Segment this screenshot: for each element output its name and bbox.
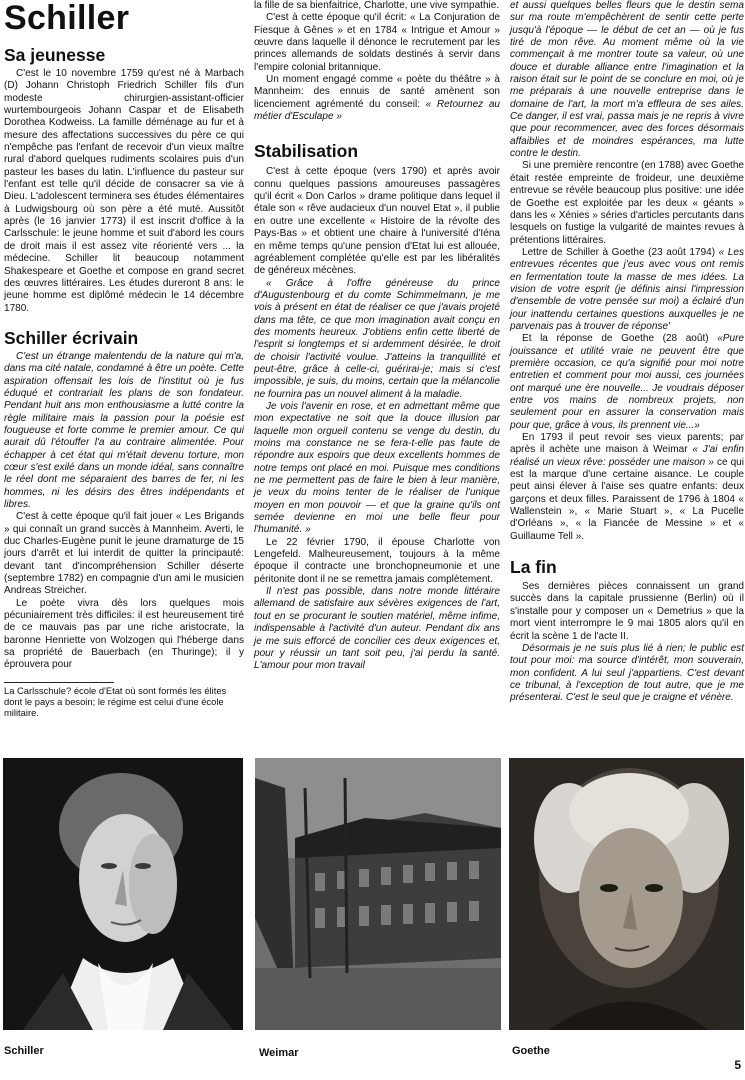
- paragraph-brigands: C'est à cette époque qu'il fait jouer « Les Brigands » qui connaît un grand succès à Mannheim. Averti, le duc Charles-Eugène punit le jeune dramaturge de 15 jours d'arrêt et lui interdit de quitter la principauté: devant tant d'incompréhension Schiller déserte (septembre 1782) en compagnie d'un ami le musicien Andreas Streicher.: [4, 511, 244, 597]
- weimar-house-icon: [255, 758, 501, 1030]
- paragraph-fin: Ses dernières pièces connaissent un grand succès dans la capitale prussienne (Berlin) où il s'installe pour y composer un « Demetrius » que la mort vient interrompre le 9 mai 1805 alors qu'il en écrit la scène 1 de l'acte II.: [510, 581, 744, 642]
- reponse-goethe-text: Et la réponse de Goethe (28 août): [522, 333, 718, 345]
- paragraph-weimar: [510, 432, 744, 543]
- weimar-rest: ce qui est la marque d'une certaine aisance. Le couple peut ainsi élever à l'aise ses quatre enfants: deux garçons et deux filles. Paraissent de 1796 à 1804 « Wallenstein », « Marie Stuart », « La Pucelle d'Orléans », « la Fiancée de Messine » et « Guillaume Tell ».: [510, 456, 745, 542]
- caption-goethe: Goethe: [512, 1045, 550, 1057]
- page-title: Schiller: [4, 0, 130, 37]
- column-1: [4, 0, 244, 718]
- goethe-portrait-icon: [509, 758, 744, 1030]
- goethe-portrait: [509, 758, 744, 1030]
- paragraph-jeunesse: C'est le 10 novembre 1759 qu'est né à Marbach (D) Johann Christoph Friedrich Schiller fils d'un modeste chirurgien-assistant-officier wurtembourgeois Johann Caspar et de Elisabeth Dorothea Kodweiss. La famille déménage au fur et à mesure des affectations successives du père ce qui n'empêche pas l'enfant de recevoir d'un vieux maître rural d'abord quelques rudiments scolaires puis d'un pasteur les bases du latin. L'influence du pasteur sur l'enfant est telle qu'il décide de consacrer sa vie à Dieu. L'adolescent terminera ses études élémentaires à Ludwigsbourg où son père a été muté. Aussitôt après (le 16 janvier 1773) il est inscrit d'office à la Carlsschule: le jeune homme et suit d'abord les cours de droit mais il est assez vite réorienté vers ... la médecine. Schiller lit beaucoup notamment Shakespeare et Goethe et compose en grand secret des œuvres littéraires. Les études dureront 8 ans: le jeune homme est diplômé médecin le 14 décembre 1780.: [4, 68, 244, 314]
- paragraph-goethe-rencontre: Si une première rencontre (en 1788) avec Goethe était restée empreinte de froideur, une deuxième entrevue se révèle beaucoup plus positive: une idée de Goethe est exploitée par les deux « géants » dans les « Xénies » séries d'articles percutants dans lesquels on fustige la vulgarité de maintes revues à prétentions littéraires.: [510, 160, 744, 246]
- footnote-rule: [4, 682, 114, 683]
- quote-avenir: Je vois l'avenir en rose, et en admettant même que mon expectative ne soit que la douce illusion par laquelle mon orgueil contenu se venge du destin, du moins ma constance ne se fera-t-elle pas faute de répondre aux espoirs que deux excellents hommes de notre temps ont placé en moi. Puisque mes conditions ne me permettent pas de faire le bien à leur manière, je veux du moins tenter de le réaliser de l'unique moyen en mon pouvoir — et que la graine qu'ils ont semée devienne en moi une belle fleur pour l'humanité. »: [254, 400, 500, 536]
- weimar-photo: [255, 758, 501, 1030]
- column-2: [254, 0, 500, 673]
- paragraph-fiesque: C'est à cette époque qu'il écrit: « La Conjuration de Fiesque à Gênes » et en 1784 « Intrigue et Amour » œuvre dans laquelle il dénonce le recrutement par les princes allemands de soldats destinés à servir dans l'empire colonial britannique.: [254, 12, 500, 73]
- paragraph-reponse-goethe: [510, 333, 744, 432]
- caption-schiller: Schiller: [4, 1045, 44, 1057]
- quote-grace: « Grâce à l'offre généreuse du prince d'Augustenbourg et du comte Schimmelmann, je me vois à présent en état de réaliser ce que j'avais projeté dans ma tête, ce que mon imagination avait conçu en des moments heureux. J'obtiens enfin cette liberté de l'esprit si longtemps et si ardemment désirée, le droit de choisir l'activité voulue. J'atteins la tranquillité et peut-être, grâce à celle-ci, guérirai-je; mais si c'est impossible, je suis, du moins, certain que la mélancolie ne fournira pas un nouvel aliment à la maladie.: [254, 277, 500, 400]
- quote-sante: Il n'est pas possible, dans notre monde littéraire allemand de satisfaire aux sévères exigences de l'art, tout en se procurant le soutien matériel, même infime, indispensable à l'activité d'un auteur. Pendant dix ans je me suis efforcé de concilier ces deux exigences et, pour y réussir un tant soit peu, j'ai perdu la santé. L'amour pour mon travail: [254, 586, 500, 672]
- heading-jeunesse: Sa jeunesse: [4, 45, 106, 65]
- heading-stabilisation: Stabilisation: [254, 141, 359, 162]
- schiller-portrait: [3, 758, 243, 1030]
- footnote: La Carlsschule? école d'Etat où sont formés les élites dont le pays a besoin; le régime est celui d'une école militaire.: [4, 684, 227, 718]
- paragraph-mariage: Le 22 février 1790, il épouse Charlotte von Lengefeld. Malheureusement, toujours à la même époque il contracte une bronchopneumonie et une péritonite dont il ne se remettra jamais complètement.: [254, 536, 500, 585]
- quote-continued: et aussi quelques belles fleurs que le destin sema sur ma route m'empêchèrent de sentir cette perte jusqu'à l'époque — le début de cet an — où je fus tiré de mon rêve. Au moment même où la vie commençait à me montrer toute sa valeur, où une douce et durable alliance entre l'imagination et la raison était sur le point de se conclure en moi, où je me préparais à une nouvelle entreprise dans le domaine de l'art, la mort m'a effleura de ses ailes. Ce danger, il est vrai, passa mais je ne repris à vivre que pour recommencer, avec des forces désormais affaiblies et de moindres espérances, ma lutte contre le destin.: [510, 0, 744, 160]
- page-number: 5: [734, 1058, 741, 1072]
- lettre-schiller-quote: « Les entrevues récentes que j'eus avec vous ont remis en fermentation toute la masse de mes idées. La vision de votre esprit (je définis ainsi l'impression d'ensemble de votre pensée sur moi) a éclairé d'un jour inattendu certaines questions auxquelles je ne parvenais pas à trouver de réponse': [510, 246, 744, 332]
- schiller-portrait-icon: [3, 758, 243, 1030]
- lettre-schiller-text: Lettre de Schiller à Goethe (23 août 1794): [522, 246, 719, 258]
- caption-weimar: Weimar: [259, 1047, 299, 1059]
- paragraph-wolzogen: Le poète vivra dès lors quelques mois pécuniairement très difficiles: il est heureusement tiré de ce mauvais pas par une riche aristocrate, la baronne Henriette von Wolzogen qui l'héberge dans sa propriété de Bauerbach (en Thuringe); il y éprouvera pour: [4, 597, 244, 671]
- quote-fin: Désormais je ne suis plus lié à rien; le public est tout pour moi: ma source d'intérêt, mon souverain, mon confident. A lui seul j'appartiens. C'est devant ce tribunal, à l'exception de tout autre, que je me présenterai. C'est le seul que je craigne et vénère.: [510, 642, 744, 704]
- paragraph-mannheim: [254, 74, 500, 123]
- column-3: [510, 0, 744, 705]
- paragraph-don-carlos: C'est à cette époque (vers 1790) et après avoir connu quelques passions amoureuses passagères qu'il écrit « Don Carlos » drame politique dans lequel il étale son « rêve audacieux d'un nouvel Etat », il publie en outre une excellente « Histoire de la révolte des Pays-Bas » et obtient une chaire à l'université d'Iéna en même temps qu'une pension d'Etat lui est allouée, agréablement complétée qu'elle est par les libéralités de généreux mécènes.: [254, 166, 500, 277]
- heading-fin: La fin: [510, 557, 557, 578]
- weimar-quote: « J'ai enfin réalisé un vieux rêve: posséder une maison »: [510, 444, 745, 468]
- paragraph-lettre-schiller: [510, 247, 744, 333]
- heading-ecrivain: Schiller écrivain: [4, 327, 139, 348]
- paragraph-charlotte: la fille de sa bienfaitrice, Charlotte, une vive sympathie.: [254, 0, 500, 11]
- weimar-text: En 1793 il peut revoir ses vieux parents; par après il achète une maison à Weimar: [510, 432, 744, 456]
- mannheim-text: Un moment engagé comme « poète du théâtre » à Mannheim: des ennuis de santé amènent son licenciement agrémenté du conseil:: [254, 74, 500, 110]
- quote-ecrivain: C'est un étrange malentendu de la nature qui m'a, dans ma cité natale, condamné à être un poète. Cette aspiration offensait les lois de l'institut où je fus éduqué et contrariait les plans de son fondateur. Pendant huit ans mon enthousiasme a lutté contre la règle militaire mais la passion pour la poésie est fougueuse et forte comme le premier amour. Ce qui aurait dû l'étouffer l'a au contraire alimentée. Pour échapper à cet état qui m'était devenu torture, mon cœur s'est exilé dans un monde idéal, sans connaître le réel dont me séparaient des barres de fer, ni les hommes, ni les désirs des êtres indépendants et libres.: [4, 350, 244, 510]
- reponse-goethe-quote: «Pure jouissance et utilité vraie ne peuvent être que première occasion, ce qu'a signifié pour moi notre entretien et comment pour moi aussi, ces journées ont marqué une ère nouvelle... Je voudrais déposer entre vos mains de nombreux projets, non seulement pour en assurer la conservation mais pour que, grâce à vous, ils prennent vie...»: [510, 333, 744, 431]
- esculape-quote: « Retournez au métier d'Esculape »: [254, 98, 500, 123]
